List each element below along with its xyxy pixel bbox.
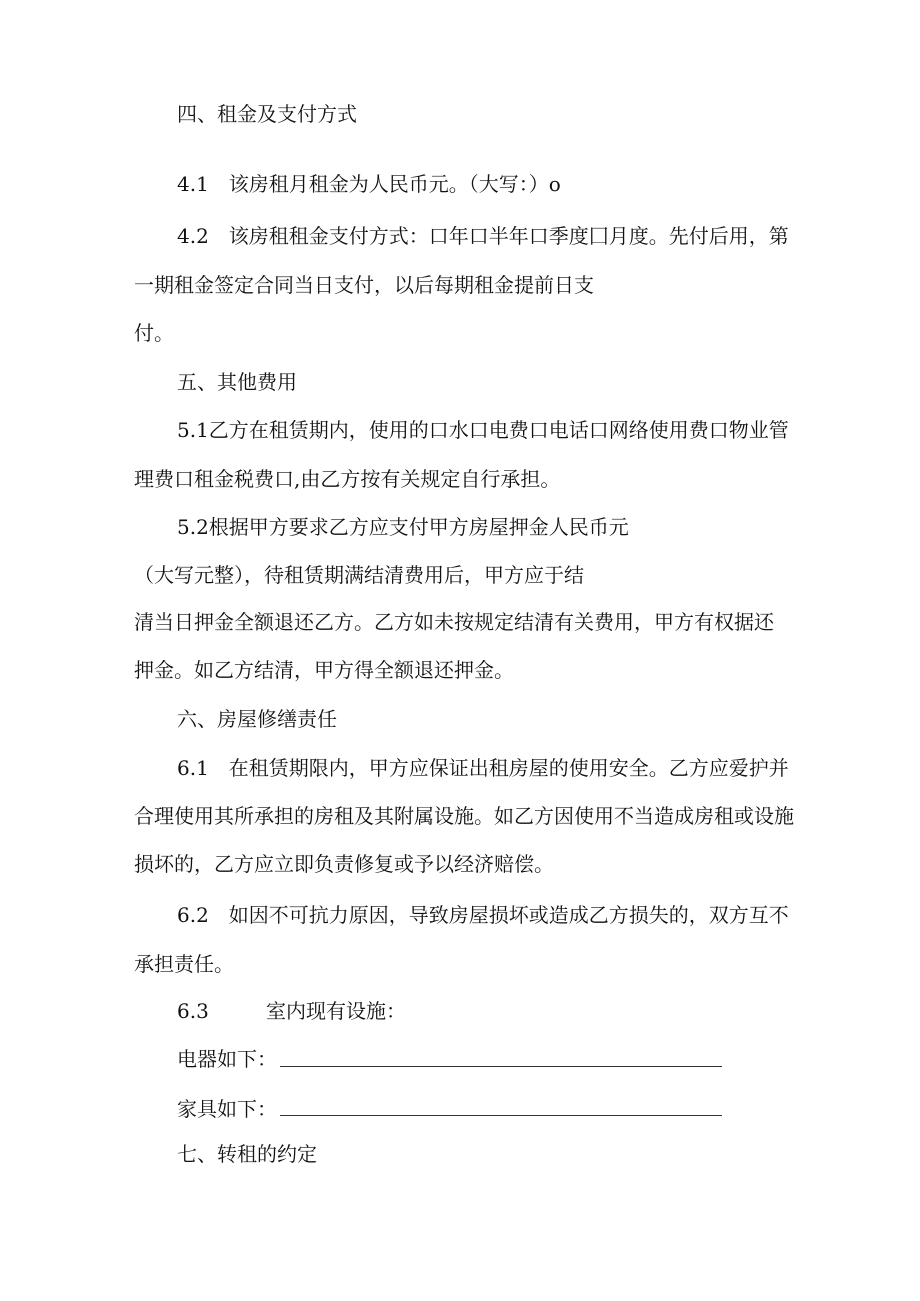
- clause-5-2-line-1: 5.2根据甲方要求乙方应支付甲方房屋押金人民币元: [177, 515, 629, 539]
- clause-5-2-line-2: （大写元整），待租赁期满结清费用后，甲方应于结: [134, 563, 584, 587]
- section-6-heading: 六、房屋修缮责任: [177, 707, 337, 731]
- clause-4-2-line-2: 一期租金签定合同当日支付，以后每期租金提前日支: [134, 273, 594, 297]
- clause-5-2-line-4: 押金。如乙方结清，甲方得全额退还押金。: [134, 658, 514, 682]
- clause-6-3-text: 室内现有设施：: [266, 999, 406, 1023]
- furniture-label: 家具如下：: [177, 1097, 277, 1121]
- clause-6-2-line-1: 6.2 如因不可抗力原因，导致房屋损坏或造成乙方损失的，双方互不: [177, 903, 789, 927]
- clause-4-2-line-1: 4.2 该房租租金支付方式：口年口半年口季度囗月度。先付后用，第: [177, 224, 789, 248]
- clause-4-2-line-3: 付。: [134, 321, 174, 345]
- clause-6-1-line-1: 6.1 在租赁期限内，甲方应保证出租房屋的使用安全。乙方应爱护并: [177, 756, 789, 780]
- clause-5-1-line-1: 5.1乙方在租赁期内，使用的口水口电费口电话口网络使用费口物业管: [177, 418, 789, 442]
- section-4-heading: 四、租金及支付方式: [177, 102, 357, 126]
- clause-6-1-line-3: 损坏的，乙方应立即负责修复或予以经济赔偿。: [134, 852, 554, 876]
- appliances-blank-line[interactable]: [280, 1066, 722, 1067]
- section-5-heading: 五、其他费用: [177, 370, 297, 394]
- clause-6-2-line-2: 承担责任。: [134, 952, 234, 976]
- appliances-label: 电器如下：: [177, 1047, 277, 1071]
- clause-4-1: 4.1 该房租月租金为人民币元。（大写：）o: [177, 172, 561, 196]
- clause-6-1-line-2: 合理使用其所承担的房租及其附属设施。如乙方因使用不当造成房租或设施: [134, 804, 794, 828]
- clause-5-2-line-3: 清当日押金全额退还乙方。乙方如未按规定结清有关费用，甲方有权据还: [134, 610, 774, 634]
- furniture-blank-line[interactable]: [280, 1115, 722, 1116]
- clause-6-3-number: 6.3: [177, 999, 209, 1023]
- clause-5-1-line-2: 理费口租金税费口,由乙方按有关规定自行承担。: [134, 467, 561, 491]
- section-7-heading: 七、转租的约定: [177, 1142, 317, 1166]
